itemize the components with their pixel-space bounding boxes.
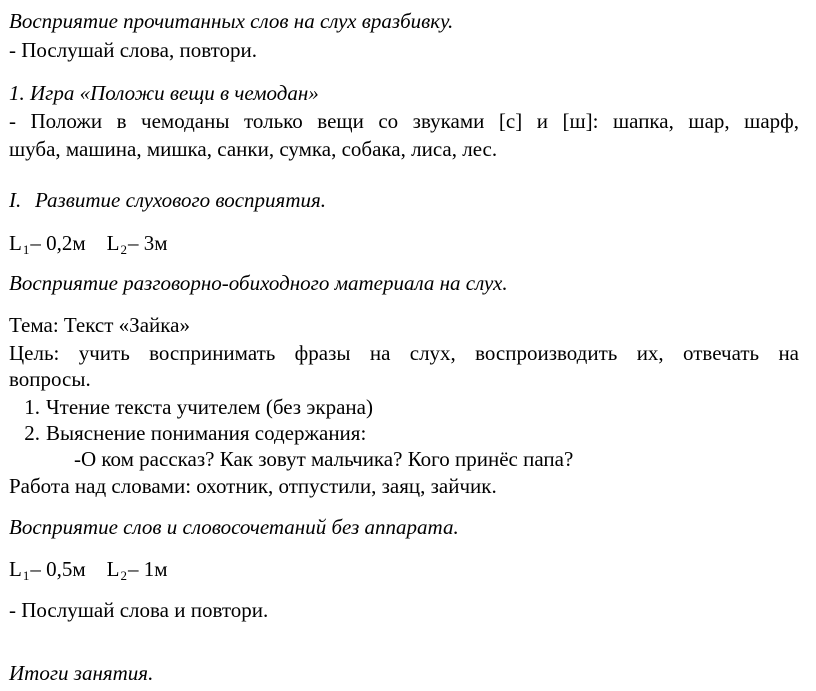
heading-reading-perception: Восприятие прочитанных слов на слух вразбивку. xyxy=(9,9,454,33)
distance-d-sub: 2 xyxy=(120,568,127,583)
vocabulary-work: Работа над словами: охотник, отпустили, заяц, зайчик. xyxy=(9,474,497,498)
distance-c-value: – 0,5м xyxy=(30,557,86,581)
questions-line: -О ком рассказ? Как зовут мальчика? Кого принёс папа? xyxy=(74,447,574,471)
goal-line-2: вопросы. xyxy=(9,367,91,391)
game-title: 1. Игра «Положи вещи в чемодан» xyxy=(9,81,319,105)
distance-a-letter: L xyxy=(9,231,22,255)
distance-line-1 xyxy=(9,230,168,259)
list-item-1-number: 1. xyxy=(24,395,40,419)
distance-c-sub: 1 xyxy=(22,568,30,583)
heading-words-without-device: Восприятие слов и словосочетаний без аппарата. xyxy=(9,515,459,539)
distance-d-value: – 1м xyxy=(127,557,168,581)
instruction-listen-repeat: - Послушай слова, повтори. xyxy=(9,38,257,62)
heading-lesson-summary: Итоги занятия. xyxy=(9,661,154,685)
section-title: Развитие слухового восприятия. xyxy=(35,188,326,212)
distance-b-letter: L xyxy=(106,231,120,255)
distance-a-sub: 1 xyxy=(22,242,30,257)
distance-d-letter: L xyxy=(106,557,120,581)
game-instruction-line-2: шуба, машина, мишка, санки, сумка, собака, лиса, лес. xyxy=(9,137,498,161)
distance-b-value: – 3м xyxy=(127,231,168,255)
distance-a-value: – 0,2м xyxy=(30,231,86,255)
distance-line-2 xyxy=(9,556,168,585)
instruction-listen-words: - Послушай слова и повтори. xyxy=(9,598,269,622)
list-item-2 xyxy=(12,420,366,446)
section-hearing-development xyxy=(9,187,326,213)
heading-conversational-material: Восприятие разговорно-обиходного материала на слух. xyxy=(9,271,508,295)
game-instruction-line-1: - Положи в чемоданы только вещи со звуками [с] и [ш]: шапка, шар, шарф, xyxy=(9,109,799,133)
list-item-1-text: Чтение текста учителем (без экрана) xyxy=(46,395,373,419)
topic-line: Тема: Текст «Зайка» xyxy=(9,313,190,337)
goal-line-1: Цель: учить воспринимать фразы на слух, воспроизводить их, отвечать на xyxy=(9,341,799,365)
distance-b-sub: 2 xyxy=(120,242,127,257)
distance-c-letter: L xyxy=(9,557,22,581)
list-item-2-number: 2. xyxy=(24,421,40,445)
list-item-1 xyxy=(12,394,373,420)
section-number: I. xyxy=(9,188,22,212)
list-item-2-text: Выяснение понимания содержания: xyxy=(46,421,367,445)
